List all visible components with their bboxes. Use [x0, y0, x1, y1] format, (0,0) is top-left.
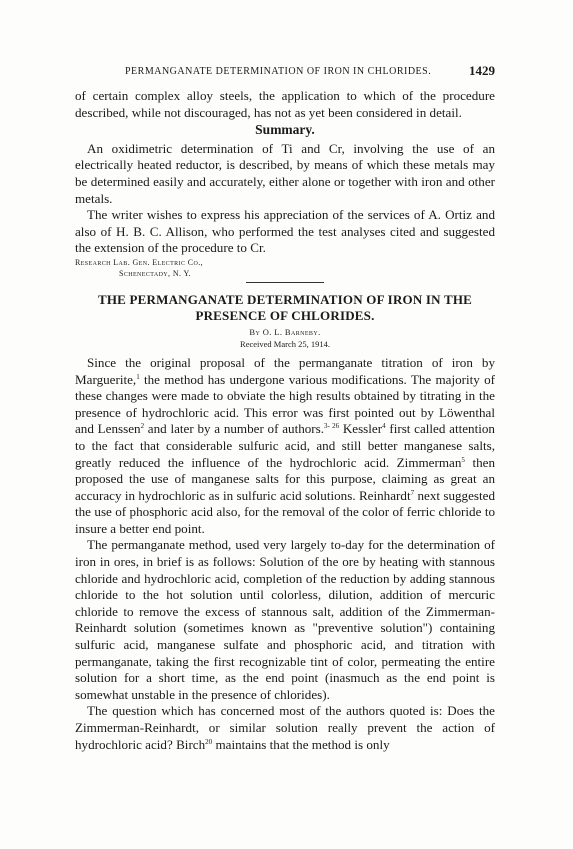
text-run: Kessler	[339, 421, 383, 437]
affiliation-line: Schenectady, N. Y.	[119, 268, 192, 278]
text-run: maintains that the method is only	[212, 736, 390, 752]
footnote-ref: 4	[382, 422, 386, 431]
continued-paragraph: of certain complex alloy steels, the application to which of the procedure described, while not discouraged, has not as yet been considered in detail.	[75, 88, 495, 120]
footnote-ref: 2	[140, 422, 145, 431]
text-run: The question which has concerned most of the authors quoted is: Does the Zimmerman-Reinhardt, or similar solution really prevent the action of hydrochloric acid? Birch	[75, 703, 495, 752]
footnote-ref: 20	[205, 737, 213, 746]
running-header	[75, 62, 495, 88]
text-run: then proposed the use of manganese salts for this purpose, claiming as great an accuracy in hydrochloric as in sulfuric acid solutions. Reinhardt	[75, 454, 495, 503]
text-run: next suggested the use of phosphoric acid also, for the removal of the color of ferric chloride to insure a better end point.	[75, 487, 495, 536]
running-title: PERMANGANATE DETERMINATION OF IRON IN CHLORIDES.	[125, 66, 432, 77]
author-byline: By O. L. Barneby.	[249, 326, 321, 337]
text-run: Since the original proposal of the permanganate titration of iron by Marguerite,	[75, 354, 495, 387]
footnote-ref: 1	[136, 372, 140, 381]
affiliation-line: Research Lab. Gen. Electric Co.,	[75, 257, 204, 267]
footnote-ref: 5	[461, 455, 465, 464]
received-date: Received March 25, 1914.	[240, 338, 330, 349]
body-paragraph: The permanganate method, used very largely to-day for the determination of iron in ores, in brief is as follows: Solution of the ore by heating with stannous chloride and hydrochloric acid, completion of the reduction by adding stannous chloride to the hot solution until colorless, dilution, addition of mercuric chloride to remove the excess of stannous salt, addition of the Zimmerman-Reinhardt solution (sometimes known as "preventive solution") containing sulfuric acid, manganese sulfate and phosphoric acid, and titration with permanganate, taking the first recognizable tint of color, permeating the entire solution for a short time, as the end point (inasmuch as the end point is somewhat unstable in the presence of chlorides).	[75, 537, 495, 702]
affiliation	[75, 257, 495, 279]
footnote-ref: 7	[410, 488, 415, 497]
page-number: 1429	[469, 63, 495, 78]
summary-paragraph: An oxidimetric determination of Ti and Cr, involving the use of an electrically heated reductor, is described, by means of which these metals may be determined easily and accurately, either alone or together with iron and other metals.	[75, 140, 495, 206]
text-run: the method has undergone various modifications. The majority of these changes were made to obviate the high results obtained by titrating in the presence of hydrochloric acid. This error was first pointed out by Löwenthal and Lenssen	[75, 371, 495, 437]
text-run: and later by a number of authors.	[144, 421, 325, 437]
text-run: first called attention to the fact that considerable sulfuric acid, and still better manganese salts, greatly reduced the influence of the hydrochloric acid. Zimmerman	[75, 421, 495, 470]
body-paragraph	[75, 355, 495, 538]
article-title: THE PERMANGANATE DETERMINATION OF IRON IN THE PRESENCE OF CHLORIDES.	[98, 291, 472, 323]
footnote-ref: 3- 26	[324, 422, 340, 431]
section-divider	[246, 282, 324, 283]
acknowledgement-paragraph: The writer wishes to express his appreciation of the services of A. Ortiz and also of H. B. C. Allison, who performed the test analyses cited and suggested the extension of the procedure to Cr.	[75, 207, 495, 256]
summary-heading: Summary.	[255, 122, 315, 138]
body-paragraph	[75, 703, 495, 753]
